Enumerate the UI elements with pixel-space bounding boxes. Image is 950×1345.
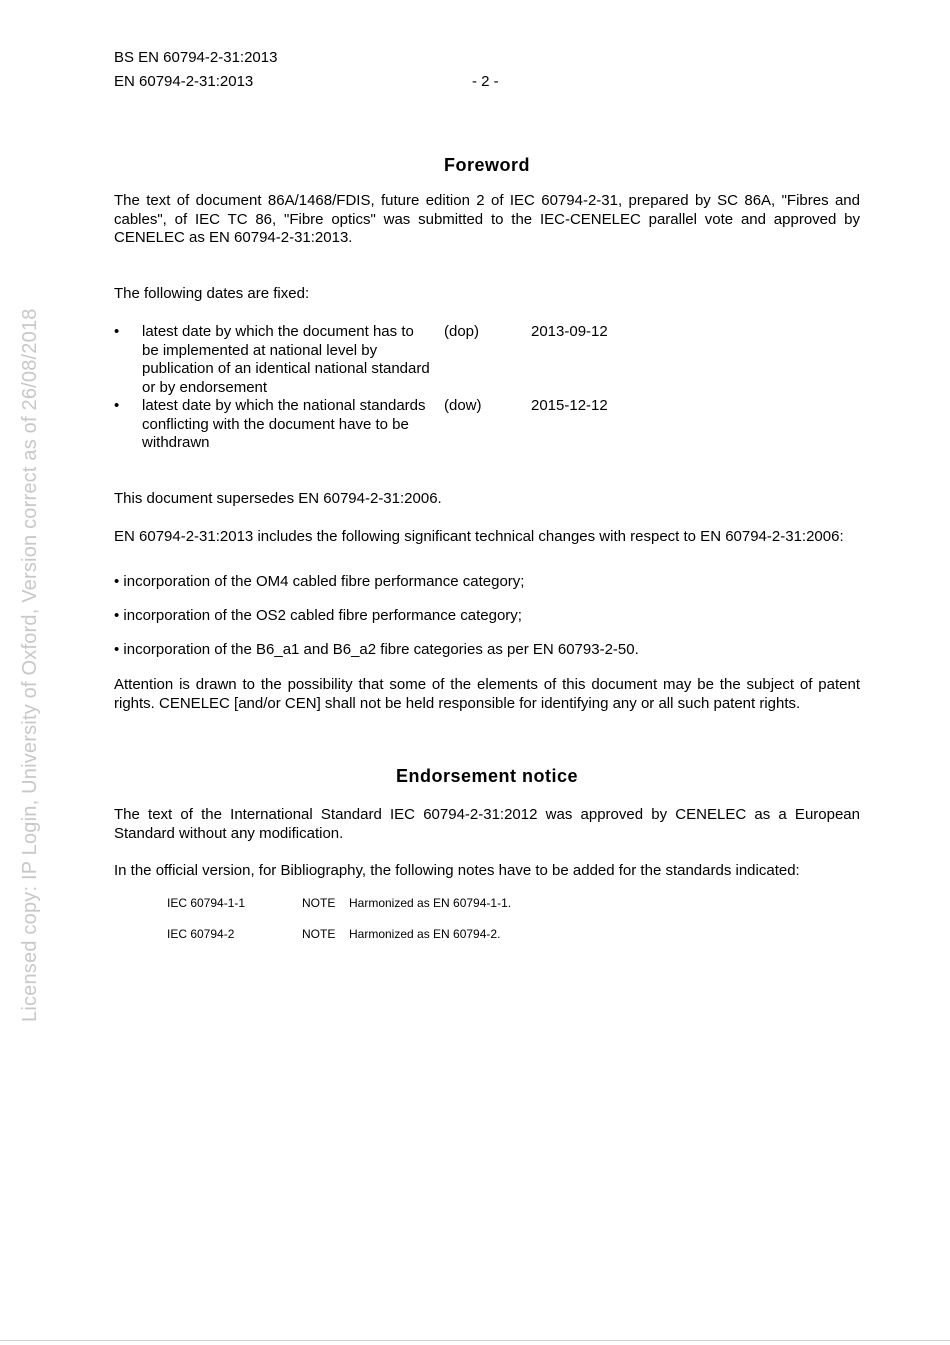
bibliography-intro-paragraph: In the official version, for Bibliography, the following notes have to be added for the standards indicated: <box>114 862 800 879</box>
bullet: • <box>114 323 120 340</box>
bullet: • <box>114 397 120 414</box>
note-label: NOTE <box>302 927 336 941</box>
license-watermark: Licensed copy: IP Login, University of Oxford, Version correct as of 26/08/2018 <box>19 308 41 1022</box>
supersedes-paragraph: This document supersedes EN 60794-2-31:2006. <box>114 490 442 507</box>
patent-notice-paragraph: Attention is drawn to the possibility that some of the elements of this document may be the subject of patent rights. CENELEC [and/or CEN] shall not be held responsible for identifying any or all such patent rights. <box>114 676 860 712</box>
date-abbreviation: (dow) <box>444 397 482 414</box>
change-item-om4: • incorporation of the OM4 cabled fibre performance category; <box>114 573 525 590</box>
foreword-intro-paragraph: The text of document 86A/1468/FDIS, future edition 2 of IEC 60794-2-31, prepared by SC 86A, "Fibres and cables", of IEC TC 86, "Fibre optics" was submitted to the IEC-CENELEC parallel vote and approved by CENELEC as EN 60794-2-31:2013. <box>114 192 860 246</box>
note-reference: IEC 60794-1-1 <box>167 896 246 910</box>
foreword-heading: Foreword <box>443 155 530 175</box>
note-text: Harmonized as EN 60794-2. <box>349 927 501 941</box>
endorsement-text-paragraph: The text of the International Standard IEC 60794-2-31:2012 was approved by CENELEC as a European Standard without any modification. <box>114 806 860 842</box>
date-abbreviation: (dop) <box>444 323 480 340</box>
page-number: - 2 - <box>472 73 499 90</box>
note-reference: IEC 60794-2 <box>167 927 235 941</box>
note-text: Harmonized as EN 60794-1-1. <box>349 896 512 910</box>
note-label: NOTE <box>302 896 336 910</box>
page-bottom-divider <box>0 1340 950 1341</box>
header-document-code-en: EN 60794-2-31:2013 <box>114 73 254 90</box>
change-item-os2: • incorporation of the OS2 cabled fibre performance category; <box>114 607 522 624</box>
header-document-code-bs: BS EN 60794-2-31:2013 <box>114 49 278 66</box>
dates-intro: The following dates are fixed: <box>114 285 310 302</box>
date-value: 2013-09-12 <box>531 323 608 340</box>
endorsement-heading: Endorsement notice <box>395 766 579 786</box>
changes-intro-paragraph: EN 60794-2-31:2013 includes the following significant technical changes with respect to EN 60794-2-31:2006: <box>114 528 844 545</box>
date-value: 2015-12-12 <box>531 397 608 414</box>
change-item-b6: • incorporation of the B6_a1 and B6_a2 fibre categories as per EN 60793-2-50. <box>114 641 639 658</box>
date-description: latest date by which the document has to be implemented at national level by publication of an identical national standard or by endorsement <box>142 323 430 396</box>
date-description: latest date by which the national standards conflicting with the document have to be withdrawn <box>142 397 426 451</box>
